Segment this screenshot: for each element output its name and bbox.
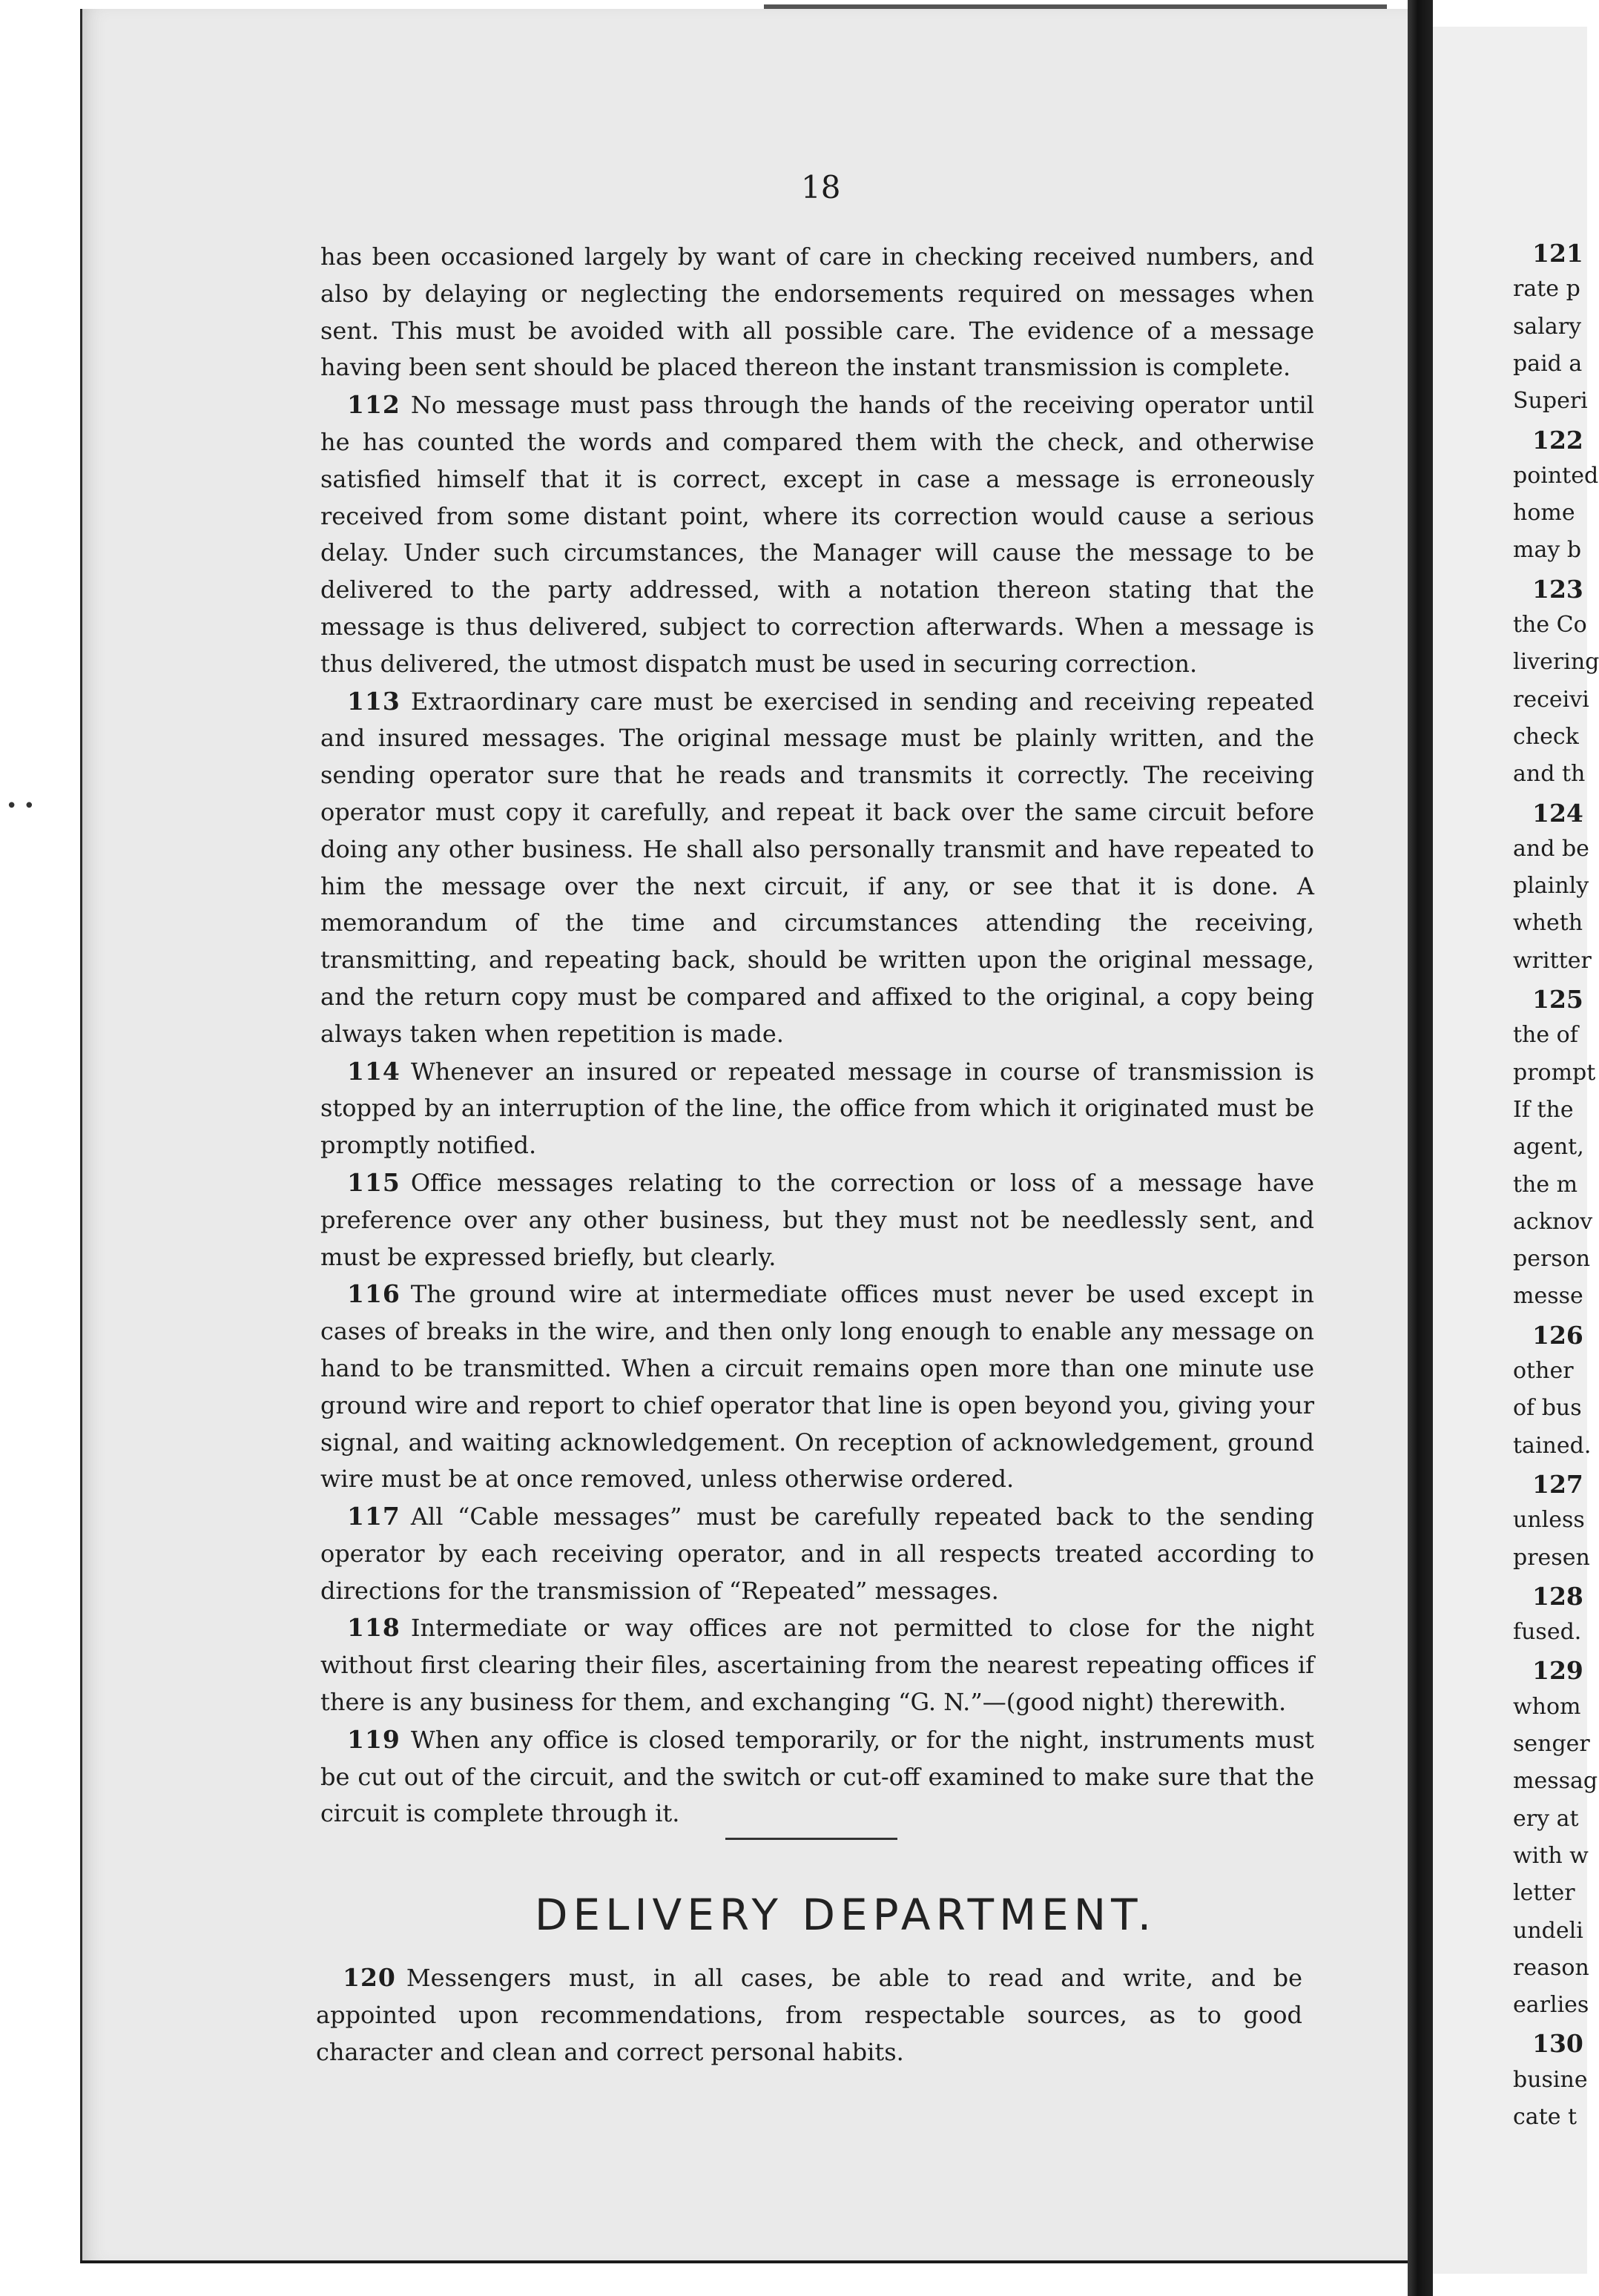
right-page-line-fragment: other [1513, 1358, 1574, 1384]
right-page-line-fragment: Superi [1513, 388, 1588, 415]
right-page-line-fragment: reason [1513, 1954, 1589, 1981]
rule-number: 117 [347, 1502, 400, 1531]
right-page-line-fragment: may b [1513, 537, 1582, 564]
right-page-rule-number: 130 [1532, 2029, 1583, 2059]
right-page-line-fragment: person [1513, 1246, 1591, 1273]
right-page-line-fragment: messag [1513, 1768, 1598, 1795]
right-page-rule-number: 128 [1532, 1581, 1583, 1611]
right-page-line-fragment: paid a [1513, 350, 1583, 377]
right-page-line-fragment: and be [1513, 835, 1589, 862]
delivery-rule-paragraph [316, 1959, 1302, 2071]
rule-number: 113 [347, 686, 400, 716]
right-page-line-fragment: tained. [1513, 1432, 1592, 1459]
book-gutter [1408, 0, 1433, 2296]
rule-number: 119 [347, 1724, 400, 1754]
page-bottom-edge [80, 2260, 1408, 2263]
rule-paragraph [320, 1609, 1314, 1721]
right-page-line-fragment: busine [1513, 2066, 1588, 2093]
right-page-line-fragment: letter [1513, 1880, 1575, 1907]
right-page-line-fragment: of bus [1513, 1395, 1582, 1422]
rule-paragraph [320, 683, 1314, 1053]
rule-paragraph [320, 1276, 1314, 1498]
rule-text: Whenever an insured or repeated message in course of transmission is stopped by an interruption of the line, the office from which it originated must be promptly notified. [320, 1057, 1314, 1160]
right-page-line-fragment: check [1513, 723, 1579, 750]
right-page-line-fragment: plainly [1513, 873, 1589, 900]
binding-marks: • • [6, 795, 35, 817]
right-page-line-fragment: rate p [1513, 276, 1580, 303]
right-page-line-fragment: the of [1513, 1022, 1578, 1049]
page-number: 18 [801, 169, 841, 205]
right-page-line-fragment: acknov [1513, 1208, 1593, 1235]
right-page-line-fragment: ery at [1513, 1805, 1579, 1832]
right-page-line-fragment: salary [1513, 313, 1582, 340]
right-page-line-fragment: unless [1513, 1507, 1585, 1534]
right-page-line-fragment: presen [1513, 1544, 1590, 1571]
rule-text: When any office is closed temporarily, or for the night, instruments must be cut out of the circuit, and the switch or cut-off examined to make sure that the circuit is complete through it. [320, 1725, 1314, 1828]
delivery-text-column [316, 1959, 1302, 2071]
rule-text: No message must pass through the hands of the receiving operator until he has counted the words and compared them with the check, and otherwise satisfied himself that it is correct, except in case a message is erroneously received from some distant point, where its correction would cause a serious delay. Under such circumstances, the Manager will cause the message to be delivered to the party addressed, with a notation thereon stating that the message is thus delivered, subject to correction afterwards. When a message is thus delivered, the utmost dispatch must be used in securing correction. [320, 391, 1314, 678]
right-page-line-fragment: writter [1513, 947, 1592, 974]
rule-text: All “Cable messages” must be carefully repeated back to the sending operator by each receiving operator, and in all respects treated according to directions for the transmission of “Repeated” messages. [320, 1502, 1314, 1605]
right-page-line-fragment: fused. [1513, 1619, 1582, 1646]
rule-text: Messengers must, in all cases, be able to read and write, and be appointed upon recommendations, from respectable sources, as to good character and clean and correct personal habits. [316, 1964, 1302, 2066]
right-page-rule-number: 124 [1532, 798, 1583, 828]
right-page-line-fragment: agent, [1513, 1134, 1584, 1161]
right-page-line-fragment: receivi [1513, 686, 1589, 713]
rule-number: 115 [347, 1167, 400, 1197]
rule-paragraph [320, 1498, 1314, 1609]
right-page-line-fragment: the m [1513, 1171, 1578, 1198]
rule-paragraph [320, 1053, 1314, 1164]
rule-text: Intermediate or way offices are not permitted to close for the night without first clearing their files, ascertaining from the nearest repeating offices if there is any business for them, and exchanging “G. N.”—(good night) therewith. [320, 1614, 1314, 1717]
right-page-line-fragment: and th [1513, 761, 1586, 788]
right-page-line-fragment: livering [1513, 649, 1599, 676]
rule-number: 116 [347, 1279, 400, 1309]
right-page-rule-number: 126 [1532, 1320, 1583, 1350]
right-page-line-fragment: cate t [1513, 2104, 1577, 2130]
right-page-line-fragment: whom [1513, 1693, 1581, 1720]
rule-paragraph [320, 386, 1314, 682]
right-page-line-fragment: wheth [1513, 910, 1583, 937]
rule-number: 118 [347, 1613, 400, 1643]
rule-text: The ground wire at intermediate offices must never be used except in cases of breaks in the wire, and then only long enough to enable any message on hand to be transmitted. When a circuit remains open more than one minute use ground wire and report to chief operator that line is open beyond you, giving your signal, and waiting acknowledgement. On reception of acknowledgement, ground wire must be at once removed, unless otherwise ordered. [320, 1280, 1314, 1494]
right-page-line-fragment: earlies [1513, 1992, 1589, 2019]
rule-paragraph [320, 1164, 1314, 1276]
right-page-line-fragment: undeli [1513, 1917, 1583, 1944]
right-page-line-fragment: If the [1513, 1096, 1574, 1123]
right-page-rule-number: 123 [1532, 574, 1583, 604]
right-page-rule-number: 125 [1532, 985, 1583, 1014]
rule-number: 120 [343, 1963, 396, 1992]
section-separator [725, 1838, 897, 1840]
right-page-line-fragment: senger [1513, 1731, 1590, 1757]
intro-paragraph: has been occasioned largely by want of care in checking received numbers, and also by delaying or neglecting the endorsements required on messages when sent. This must be avoided with all possible care. The evidence of a message having been sent should be placed thereon the instant transmission is complete. [320, 243, 1314, 382]
main-text-column [320, 239, 1314, 1832]
rules-list [320, 386, 1314, 1832]
right-page-rule-number: 129 [1532, 1656, 1583, 1686]
section-heading: DELIVERY DEPARTMENT. [534, 1890, 1157, 1940]
right-page-line-fragment: the Co [1513, 612, 1587, 638]
rule-number: 112 [347, 390, 400, 420]
rule-paragraph [320, 1721, 1314, 1832]
right-page-rule-number: 121 [1532, 239, 1583, 268]
right-page-line-fragment: pointed [1513, 462, 1599, 489]
right-page-line-fragment: with w [1513, 1842, 1589, 1869]
right-page-line-fragment: prompt [1513, 1059, 1596, 1086]
right-page-rule-number: 127 [1532, 1469, 1583, 1499]
rule-text: Extraordinary care must be exercised in sending and receiving repeated and insured messages. The original message must be plainly written, and the sending operator sure that he reads and transmits it correctly. The receiving operator must copy it carefully, and repeat it back over the same circuit before doing any other business. He shall also personally transmit and have repeated to him the message over the next circuit, if any, or see that it is done. A memorandum of the time and circumstances attending the receiving, transmitting, and repeating back, should be written upon the original message, and the return copy must be compared and affixed to the original, a copy being always taken when repetition is made. [320, 687, 1314, 1048]
right-page-rule-number: 122 [1532, 425, 1583, 455]
right-page-line-fragment: home [1513, 500, 1575, 527]
rule-text: Office messages relating to the correction or loss of a message have preference over any other business, but they must not be needlessly sent, and must be expressed briefly, but clearly. [320, 1168, 1314, 1271]
rule-number: 114 [347, 1056, 400, 1086]
right-page-line-fragment: messe [1513, 1283, 1583, 1310]
